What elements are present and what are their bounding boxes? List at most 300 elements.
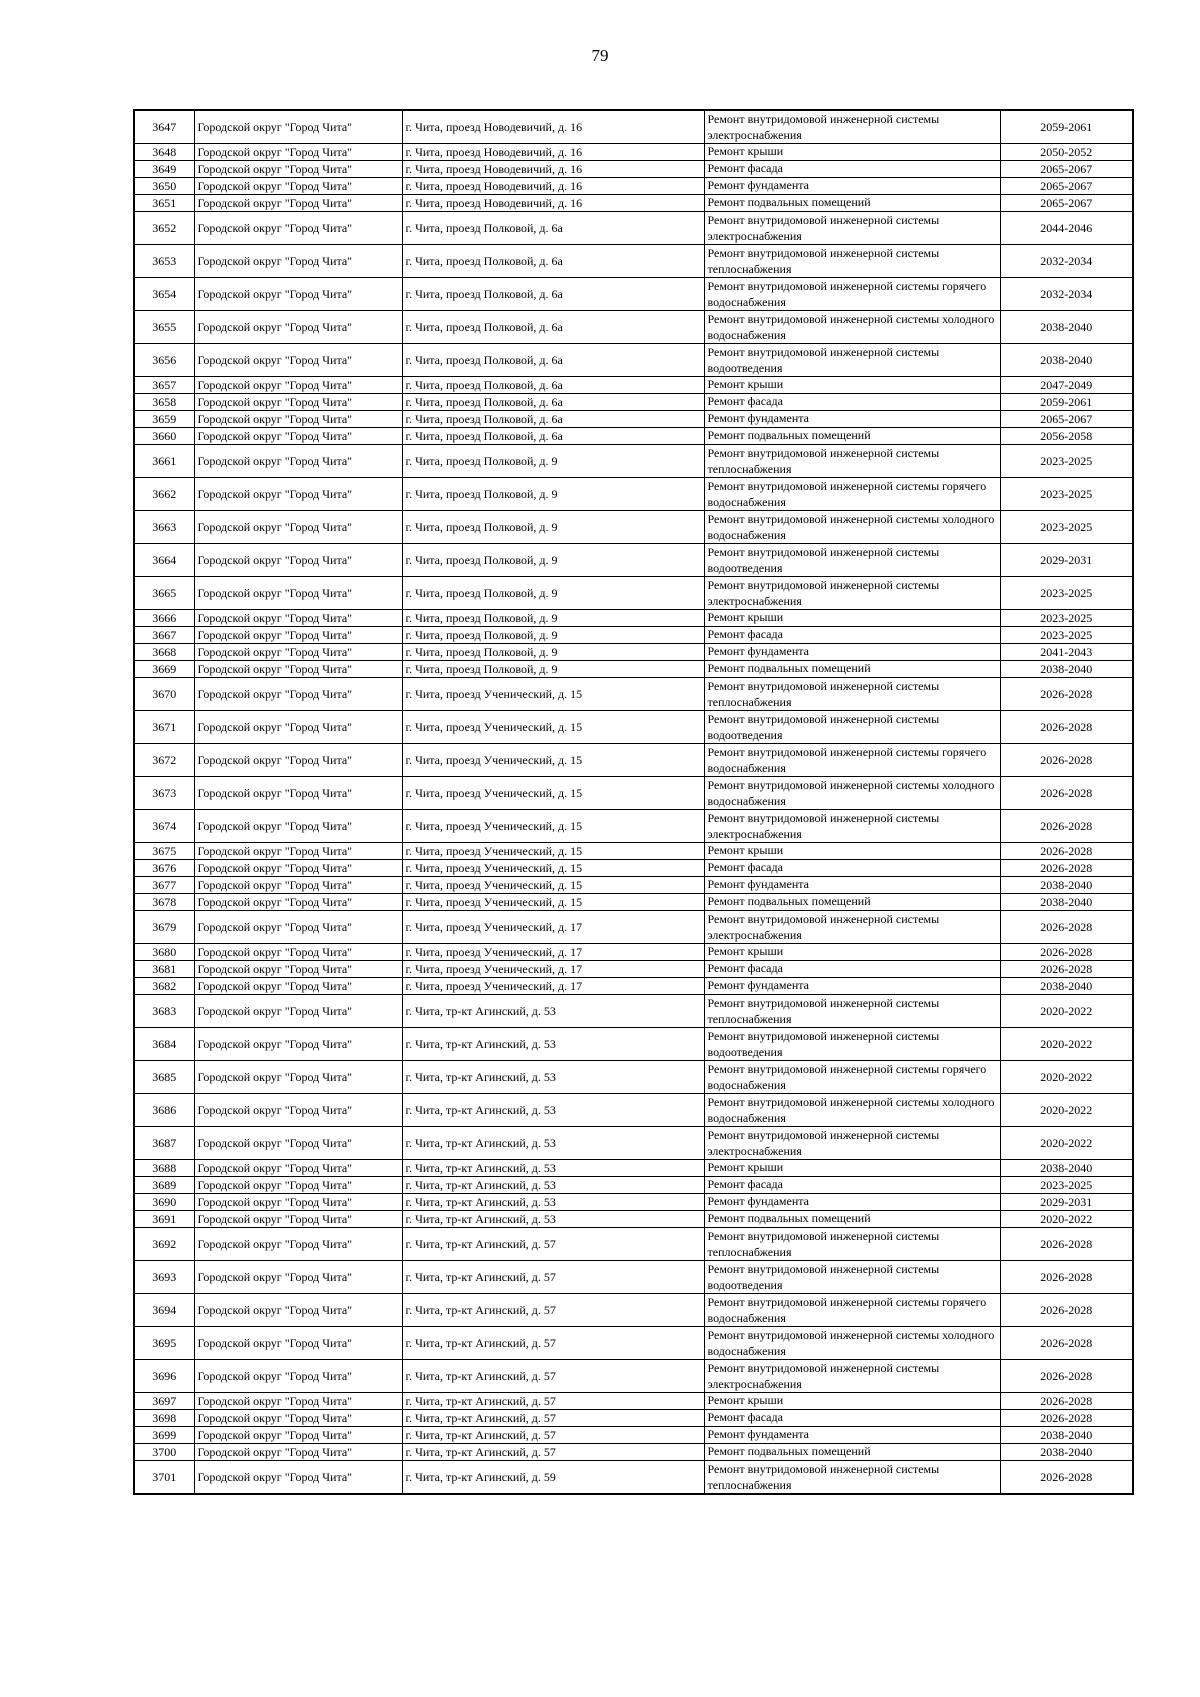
- municipality-cell: Городской округ "Город Чита": [194, 1211, 402, 1228]
- municipality-cell: Городской округ "Город Чита": [194, 810, 402, 843]
- municipality-cell: Городской округ "Город Чита": [194, 911, 402, 944]
- period-cell: 2044-2046: [1000, 212, 1133, 245]
- work-type-cell: Ремонт внутридомовой инженерной системы холодного водоснабжения: [704, 1094, 1000, 1127]
- period-cell: 2023-2025: [1000, 577, 1133, 610]
- table-row: [134, 777, 1133, 810]
- row-number: 3654: [134, 278, 194, 311]
- work-type-cell: Ремонт внутридомовой инженерной системы горячего водоснабжения: [704, 478, 1000, 511]
- row-number: 3656: [134, 344, 194, 377]
- work-type-cell: Ремонт внутридомовой инженерной системы электроснабжения: [704, 1127, 1000, 1160]
- period-cell: 2038-2040: [1000, 1427, 1133, 1444]
- row-number: 3701: [134, 1461, 194, 1495]
- row-number: 3666: [134, 610, 194, 627]
- address-cell: г. Чита, проезд Полковой, д. 6а: [402, 411, 704, 428]
- table-row: [134, 711, 1133, 744]
- period-cell: 2026-2028: [1000, 810, 1133, 843]
- row-number: 3672: [134, 744, 194, 777]
- table-row: [134, 944, 1133, 961]
- address-cell: г. Чита, тр-кт Агинский, д. 53: [402, 1127, 704, 1160]
- municipality-cell: Городской округ "Город Чита": [194, 610, 402, 627]
- row-number: 3661: [134, 445, 194, 478]
- table-row: [134, 627, 1133, 644]
- work-type-cell: Ремонт внутридомовой инженерной системы водоотведения: [704, 711, 1000, 744]
- table-row: [134, 1427, 1133, 1444]
- work-type-cell: Ремонт подвальных помещений: [704, 428, 1000, 445]
- address-cell: г. Чита, проезд Полковой, д. 9: [402, 627, 704, 644]
- municipality-cell: Городской округ "Город Чита": [194, 394, 402, 411]
- address-cell: г. Чита, тр-кт Агинский, д. 53: [402, 1211, 704, 1228]
- address-cell: г. Чита, проезд Полковой, д. 6а: [402, 245, 704, 278]
- address-cell: г. Чита, проезд Полковой, д. 9: [402, 644, 704, 661]
- address-cell: г. Чита, проезд Полковой, д. 9: [402, 577, 704, 610]
- period-cell: 2023-2025: [1000, 511, 1133, 544]
- work-type-cell: Ремонт внутридомовой инженерной системы горячего водоснабжения: [704, 744, 1000, 777]
- period-cell: 2026-2028: [1000, 1228, 1133, 1261]
- table-row: [134, 678, 1133, 711]
- address-cell: г. Чита, тр-кт Агинский, д. 57: [402, 1228, 704, 1261]
- work-type-cell: Ремонт крыши: [704, 1160, 1000, 1177]
- period-cell: 2023-2025: [1000, 478, 1133, 511]
- municipality-cell: Городской округ "Город Чита": [194, 110, 402, 144]
- municipality-cell: Городской округ "Город Чита": [194, 661, 402, 678]
- period-cell: 2026-2028: [1000, 843, 1133, 860]
- work-type-cell: Ремонт внутридомовой инженерной системы теплоснабжения: [704, 995, 1000, 1028]
- address-cell: г. Чита, тр-кт Агинский, д. 53: [402, 1061, 704, 1094]
- period-cell: 2026-2028: [1000, 860, 1133, 877]
- table-row: [134, 1028, 1133, 1061]
- address-cell: г. Чита, проезд Полковой, д. 9: [402, 445, 704, 478]
- table-row: [134, 894, 1133, 911]
- address-cell: г. Чита, проезд Полковой, д. 6а: [402, 377, 704, 394]
- work-type-cell: Ремонт внутридомовой инженерной системы теплоснабжения: [704, 1228, 1000, 1261]
- work-type-cell: Ремонт подвальных помещений: [704, 894, 1000, 911]
- table-row: [134, 1061, 1133, 1094]
- table-row: [134, 810, 1133, 843]
- table-row: [134, 1094, 1133, 1127]
- work-type-cell: Ремонт внутридомовой инженерной системы водоотведения: [704, 344, 1000, 377]
- municipality-cell: Городской округ "Город Чита": [194, 212, 402, 245]
- table-row: [134, 245, 1133, 278]
- municipality-cell: Городской округ "Город Чита": [194, 1194, 402, 1211]
- address-cell: г. Чита, проезд Ученический, д. 15: [402, 877, 704, 894]
- address-cell: г. Чита, проезд Ученический, д. 15: [402, 678, 704, 711]
- table-row: [134, 1127, 1133, 1160]
- address-cell: г. Чита, тр-кт Агинский, д. 53: [402, 1177, 704, 1194]
- municipality-cell: Городской округ "Город Чита": [194, 278, 402, 311]
- table-row: [134, 877, 1133, 894]
- row-number: 3678: [134, 894, 194, 911]
- work-type-cell: Ремонт внутридомовой инженерной системы холодного водоснабжения: [704, 1327, 1000, 1360]
- work-type-cell: Ремонт крыши: [704, 377, 1000, 394]
- row-number: 3686: [134, 1094, 194, 1127]
- address-cell: г. Чита, проезд Новодевичий, д. 16: [402, 195, 704, 212]
- address-cell: г. Чита, тр-кт Агинский, д. 57: [402, 1261, 704, 1294]
- work-type-cell: Ремонт фундамента: [704, 411, 1000, 428]
- work-type-cell: Ремонт подвальных помещений: [704, 661, 1000, 678]
- municipality-cell: Городской округ "Город Чита": [194, 195, 402, 212]
- table-row: [134, 644, 1133, 661]
- address-cell: г. Чита, тр-кт Агинский, д. 57: [402, 1410, 704, 1427]
- row-number: 3691: [134, 1211, 194, 1228]
- municipality-cell: Городской округ "Город Чита": [194, 377, 402, 394]
- period-cell: 2032-2034: [1000, 245, 1133, 278]
- row-number: 3668: [134, 644, 194, 661]
- table-row: [134, 411, 1133, 428]
- municipality-cell: Городской округ "Город Чита": [194, 544, 402, 577]
- page-number: 79: [591, 46, 609, 65]
- period-cell: 2059-2061: [1000, 394, 1133, 411]
- row-number: 3679: [134, 911, 194, 944]
- address-cell: г. Чита, тр-кт Агинский, д. 53: [402, 1094, 704, 1127]
- municipality-cell: Городской округ "Город Чита": [194, 1061, 402, 1094]
- work-type-cell: Ремонт подвальных помещений: [704, 195, 1000, 212]
- municipality-cell: Городской округ "Город Чита": [194, 428, 402, 445]
- address-cell: г. Чита, тр-кт Агинский, д. 57: [402, 1427, 704, 1444]
- municipality-cell: Городской округ "Город Чита": [194, 1461, 402, 1495]
- municipality-cell: Городской округ "Город Чита": [194, 877, 402, 894]
- table-row: [134, 1461, 1133, 1495]
- work-type-cell: Ремонт внутридомовой инженерной системы горячего водоснабжения: [704, 1294, 1000, 1327]
- row-number: 3698: [134, 1410, 194, 1427]
- period-cell: 2020-2022: [1000, 1211, 1133, 1228]
- table-row: [134, 978, 1133, 995]
- period-cell: 2038-2040: [1000, 344, 1133, 377]
- municipality-cell: Городской округ "Город Чита": [194, 1028, 402, 1061]
- work-type-cell: Ремонт внутридомовой инженерной системы электроснабжения: [704, 212, 1000, 245]
- work-type-cell: Ремонт подвальных помещений: [704, 1211, 1000, 1228]
- municipality-cell: Городской округ "Город Чита": [194, 161, 402, 178]
- period-cell: 2026-2028: [1000, 1393, 1133, 1410]
- address-cell: г. Чита, проезд Новодевичий, д. 16: [402, 161, 704, 178]
- municipality-cell: Городской округ "Город Чита": [194, 1360, 402, 1393]
- period-cell: 2026-2028: [1000, 1327, 1133, 1360]
- address-cell: г. Чита, тр-кт Агинский, д. 57: [402, 1393, 704, 1410]
- municipality-cell: Городской округ "Город Чита": [194, 577, 402, 610]
- period-cell: 2065-2067: [1000, 195, 1133, 212]
- row-number: 3651: [134, 195, 194, 212]
- table-row: [134, 1360, 1133, 1393]
- row-number: 3665: [134, 577, 194, 610]
- work-type-cell: Ремонт фундамента: [704, 877, 1000, 894]
- municipality-cell: Городской округ "Город Чита": [194, 478, 402, 511]
- work-type-cell: Ремонт внутридомовой инженерной системы теплоснабжения: [704, 245, 1000, 278]
- table-row: [134, 344, 1133, 377]
- work-type-cell: Ремонт внутридомовой инженерной системы горячего водоснабжения: [704, 278, 1000, 311]
- table-row: [134, 144, 1133, 161]
- address-cell: г. Чита, проезд Ученический, д. 15: [402, 860, 704, 877]
- period-cell: 2029-2031: [1000, 544, 1133, 577]
- period-cell: 2038-2040: [1000, 894, 1133, 911]
- municipality-cell: Городской округ "Город Чита": [194, 627, 402, 644]
- address-cell: г. Чита, проезд Ученический, д. 15: [402, 894, 704, 911]
- address-cell: г. Чита, тр-кт Агинский, д. 57: [402, 1294, 704, 1327]
- address-cell: г. Чита, проезд Новодевичий, д. 16: [402, 178, 704, 195]
- work-type-cell: Ремонт фундамента: [704, 1427, 1000, 1444]
- municipality-cell: Городской округ "Город Чита": [194, 995, 402, 1028]
- period-cell: 2038-2040: [1000, 1444, 1133, 1461]
- period-cell: 2026-2028: [1000, 1261, 1133, 1294]
- period-cell: 2026-2028: [1000, 911, 1133, 944]
- work-type-cell: Ремонт фундамента: [704, 978, 1000, 995]
- table-row: [134, 377, 1133, 394]
- address-cell: г. Чита, проезд Полковой, д. 9: [402, 544, 704, 577]
- work-type-cell: Ремонт фасада: [704, 860, 1000, 877]
- address-cell: г. Чита, проезд Ученический, д. 17: [402, 961, 704, 978]
- repair-schedule-table: [133, 109, 1134, 1495]
- table-row: [134, 843, 1133, 860]
- row-number: 3682: [134, 978, 194, 995]
- period-cell: 2050-2052: [1000, 144, 1133, 161]
- work-type-cell: Ремонт внутридомовой инженерной системы электроснабжения: [704, 110, 1000, 144]
- municipality-cell: Городской округ "Город Чита": [194, 944, 402, 961]
- row-number: 3677: [134, 877, 194, 894]
- period-cell: 2020-2022: [1000, 995, 1133, 1028]
- address-cell: г. Чита, проезд Полковой, д. 6а: [402, 344, 704, 377]
- municipality-cell: Городской округ "Город Чита": [194, 843, 402, 860]
- table-row: [134, 511, 1133, 544]
- table-row: [134, 1228, 1133, 1261]
- period-cell: 2026-2028: [1000, 1410, 1133, 1427]
- row-number: 3692: [134, 1228, 194, 1261]
- address-cell: г. Чита, тр-кт Агинский, д. 53: [402, 995, 704, 1028]
- period-cell: 2038-2040: [1000, 661, 1133, 678]
- row-number: 3663: [134, 511, 194, 544]
- table-row: [134, 577, 1133, 610]
- municipality-cell: Городской округ "Город Чита": [194, 1127, 402, 1160]
- row-number: 3671: [134, 711, 194, 744]
- address-cell: г. Чита, проезд Полковой, д. 6а: [402, 428, 704, 445]
- period-cell: 2038-2040: [1000, 877, 1133, 894]
- work-type-cell: Ремонт внутридомовой инженерной системы теплоснабжения: [704, 445, 1000, 478]
- table-row: [134, 544, 1133, 577]
- work-type-cell: Ремонт фасада: [704, 627, 1000, 644]
- row-number: 3681: [134, 961, 194, 978]
- work-type-cell: Ремонт внутридомовой инженерной системы электроснабжения: [704, 911, 1000, 944]
- municipality-cell: Городской округ "Город Чита": [194, 411, 402, 428]
- table-row: [134, 1194, 1133, 1211]
- table-row: [134, 110, 1133, 144]
- period-cell: 2020-2022: [1000, 1127, 1133, 1160]
- work-type-cell: Ремонт внутридомовой инженерной системы теплоснабжения: [704, 678, 1000, 711]
- row-number: 3670: [134, 678, 194, 711]
- row-number: 3695: [134, 1327, 194, 1360]
- municipality-cell: Городской округ "Город Чита": [194, 445, 402, 478]
- municipality-cell: Городской округ "Город Чита": [194, 1327, 402, 1360]
- row-number: 3693: [134, 1261, 194, 1294]
- row-number: 3674: [134, 810, 194, 843]
- address-cell: г. Чита, проезд Ученический, д. 15: [402, 777, 704, 810]
- municipality-cell: Городской округ "Город Чита": [194, 1160, 402, 1177]
- row-number: 3658: [134, 394, 194, 411]
- work-type-cell: Ремонт фундамента: [704, 178, 1000, 195]
- row-number: 3689: [134, 1177, 194, 1194]
- table-row: [134, 311, 1133, 344]
- period-cell: 2026-2028: [1000, 1294, 1133, 1327]
- table-row: [134, 178, 1133, 195]
- period-cell: 2020-2022: [1000, 1028, 1133, 1061]
- municipality-cell: Городской округ "Город Чита": [194, 511, 402, 544]
- period-cell: 2026-2028: [1000, 1461, 1133, 1495]
- row-number: 3696: [134, 1360, 194, 1393]
- work-type-cell: Ремонт внутридомовой инженерной системы холодного водоснабжения: [704, 777, 1000, 810]
- work-type-cell: Ремонт внутридомовой инженерной системы горячего водоснабжения: [704, 1061, 1000, 1094]
- period-cell: 2026-2028: [1000, 1360, 1133, 1393]
- row-number: 3685: [134, 1061, 194, 1094]
- municipality-cell: Городской округ "Город Чита": [194, 1094, 402, 1127]
- address-cell: г. Чита, проезд Полковой, д. 9: [402, 478, 704, 511]
- municipality-cell: Городской округ "Город Чита": [194, 311, 402, 344]
- municipality-cell: Городской округ "Город Чита": [194, 744, 402, 777]
- row-number: 3675: [134, 843, 194, 860]
- period-cell: 2065-2067: [1000, 178, 1133, 195]
- address-cell: г. Чита, тр-кт Агинский, д. 53: [402, 1160, 704, 1177]
- table-row: [134, 911, 1133, 944]
- table-row: [134, 1327, 1133, 1360]
- municipality-cell: Городской округ "Город Чита": [194, 1427, 402, 1444]
- row-number: 3680: [134, 944, 194, 961]
- row-number: 3652: [134, 212, 194, 245]
- period-cell: 2020-2022: [1000, 1094, 1133, 1127]
- municipality-cell: Городской округ "Город Чита": [194, 178, 402, 195]
- municipality-cell: Городской округ "Город Чита": [194, 144, 402, 161]
- row-number: 3649: [134, 161, 194, 178]
- period-cell: 2038-2040: [1000, 978, 1133, 995]
- municipality-cell: Городской округ "Город Чита": [194, 1410, 402, 1427]
- row-number: 3699: [134, 1427, 194, 1444]
- address-cell: г. Чита, проезд Новодевичий, д. 16: [402, 110, 704, 144]
- table-row: [134, 1177, 1133, 1194]
- municipality-cell: Городской округ "Город Чита": [194, 344, 402, 377]
- row-number: 3667: [134, 627, 194, 644]
- work-type-cell: Ремонт фасада: [704, 961, 1000, 978]
- row-number: 3697: [134, 1393, 194, 1410]
- table-row: [134, 428, 1133, 445]
- period-cell: 2047-2049: [1000, 377, 1133, 394]
- work-type-cell: Ремонт крыши: [704, 944, 1000, 961]
- table-row: [134, 1393, 1133, 1410]
- work-type-cell: Ремонт фасада: [704, 161, 1000, 178]
- period-cell: 2023-2025: [1000, 610, 1133, 627]
- row-number: 3660: [134, 428, 194, 445]
- row-number: 3683: [134, 995, 194, 1028]
- address-cell: г. Чита, проезд Ученический, д. 17: [402, 978, 704, 995]
- work-type-cell: Ремонт подвальных помещений: [704, 1444, 1000, 1461]
- table-row: [134, 661, 1133, 678]
- period-cell: 2026-2028: [1000, 944, 1133, 961]
- municipality-cell: Городской округ "Город Чита": [194, 1177, 402, 1194]
- table-row: [134, 394, 1133, 411]
- period-cell: 2065-2067: [1000, 161, 1133, 178]
- address-cell: г. Чита, проезд Полковой, д. 6а: [402, 311, 704, 344]
- period-cell: 2023-2025: [1000, 1177, 1133, 1194]
- period-cell: 2026-2028: [1000, 678, 1133, 711]
- address-cell: г. Чита, проезд Полковой, д. 9: [402, 610, 704, 627]
- work-type-cell: Ремонт крыши: [704, 610, 1000, 627]
- row-number: 3688: [134, 1160, 194, 1177]
- address-cell: г. Чита, проезд Полковой, д. 6а: [402, 212, 704, 245]
- address-cell: г. Чита, проезд Полковой, д. 6а: [402, 394, 704, 411]
- row-number: 3659: [134, 411, 194, 428]
- work-type-cell: Ремонт крыши: [704, 144, 1000, 161]
- municipality-cell: Городской округ "Город Чита": [194, 978, 402, 995]
- municipality-cell: Городской округ "Город Чита": [194, 894, 402, 911]
- work-type-cell: Ремонт фасада: [704, 394, 1000, 411]
- address-cell: г. Чита, проезд Ученический, д. 15: [402, 843, 704, 860]
- period-cell: 2023-2025: [1000, 445, 1133, 478]
- address-cell: г. Чита, проезд Ученический, д. 17: [402, 944, 704, 961]
- table-row: [134, 860, 1133, 877]
- row-number: 3687: [134, 1127, 194, 1160]
- period-cell: 2023-2025: [1000, 627, 1133, 644]
- table-row: [134, 1160, 1133, 1177]
- table-row: [134, 195, 1133, 212]
- table-row: [134, 1410, 1133, 1427]
- address-cell: г. Чита, проезд Полковой, д. 9: [402, 661, 704, 678]
- address-cell: г. Чита, тр-кт Агинский, д. 59: [402, 1461, 704, 1495]
- period-cell: 2032-2034: [1000, 278, 1133, 311]
- address-cell: г. Чита, проезд Новодевичий, д. 16: [402, 144, 704, 161]
- municipality-cell: Городской округ "Город Чита": [194, 678, 402, 711]
- work-type-cell: Ремонт внутридомовой инженерной системы электроснабжения: [704, 810, 1000, 843]
- work-type-cell: Ремонт фасада: [704, 1410, 1000, 1427]
- municipality-cell: Городской округ "Город Чита": [194, 777, 402, 810]
- municipality-cell: Городской округ "Город Чита": [194, 1294, 402, 1327]
- row-number: 3700: [134, 1444, 194, 1461]
- work-type-cell: Ремонт внутридомовой инженерной системы электроснабжения: [704, 1360, 1000, 1393]
- work-type-cell: Ремонт внутридомовой инженерной системы холодного водоснабжения: [704, 511, 1000, 544]
- address-cell: г. Чита, проезд Ученический, д. 15: [402, 711, 704, 744]
- row-number: 3650: [134, 178, 194, 195]
- address-cell: г. Чита, проезд Полковой, д. 6а: [402, 278, 704, 311]
- municipality-cell: Городской округ "Город Чита": [194, 1393, 402, 1410]
- period-cell: 2056-2058: [1000, 428, 1133, 445]
- row-number: 3653: [134, 245, 194, 278]
- period-cell: 2026-2028: [1000, 744, 1133, 777]
- table-row: [134, 1294, 1133, 1327]
- address-cell: г. Чита, тр-кт Агинский, д. 57: [402, 1327, 704, 1360]
- work-type-cell: Ремонт фундамента: [704, 1194, 1000, 1211]
- address-cell: г. Чита, тр-кт Агинский, д. 53: [402, 1194, 704, 1211]
- table-row: [134, 478, 1133, 511]
- municipality-cell: Городской округ "Город Чита": [194, 711, 402, 744]
- address-cell: г. Чита, тр-кт Агинский, д. 57: [402, 1360, 704, 1393]
- table-row: [134, 278, 1133, 311]
- municipality-cell: Городской округ "Город Чита": [194, 644, 402, 661]
- period-cell: 2026-2028: [1000, 961, 1133, 978]
- work-type-cell: Ремонт фасада: [704, 1177, 1000, 1194]
- table-row: [134, 610, 1133, 627]
- schedule-body: [134, 110, 1133, 1494]
- row-number: 3647: [134, 110, 194, 144]
- period-cell: 2020-2022: [1000, 1061, 1133, 1094]
- work-type-cell: Ремонт крыши: [704, 1393, 1000, 1410]
- address-cell: г. Чита, тр-кт Агинский, д. 53: [402, 1028, 704, 1061]
- work-type-cell: Ремонт внутридомовой инженерной системы водоотведения: [704, 1261, 1000, 1294]
- address-cell: г. Чита, проезд Ученический, д. 15: [402, 744, 704, 777]
- municipality-cell: Городской округ "Город Чита": [194, 961, 402, 978]
- municipality-cell: Городской округ "Город Чита": [194, 1261, 402, 1294]
- row-number: 3690: [134, 1194, 194, 1211]
- work-type-cell: Ремонт внутридомовой инженерной системы водоотведения: [704, 544, 1000, 577]
- table-row: [134, 1444, 1133, 1461]
- table-row: [134, 212, 1133, 245]
- table-row: [134, 161, 1133, 178]
- table-row: [134, 995, 1133, 1028]
- row-number: 3664: [134, 544, 194, 577]
- row-number: 3673: [134, 777, 194, 810]
- work-type-cell: Ремонт крыши: [704, 843, 1000, 860]
- work-type-cell: Ремонт фундамента: [704, 644, 1000, 661]
